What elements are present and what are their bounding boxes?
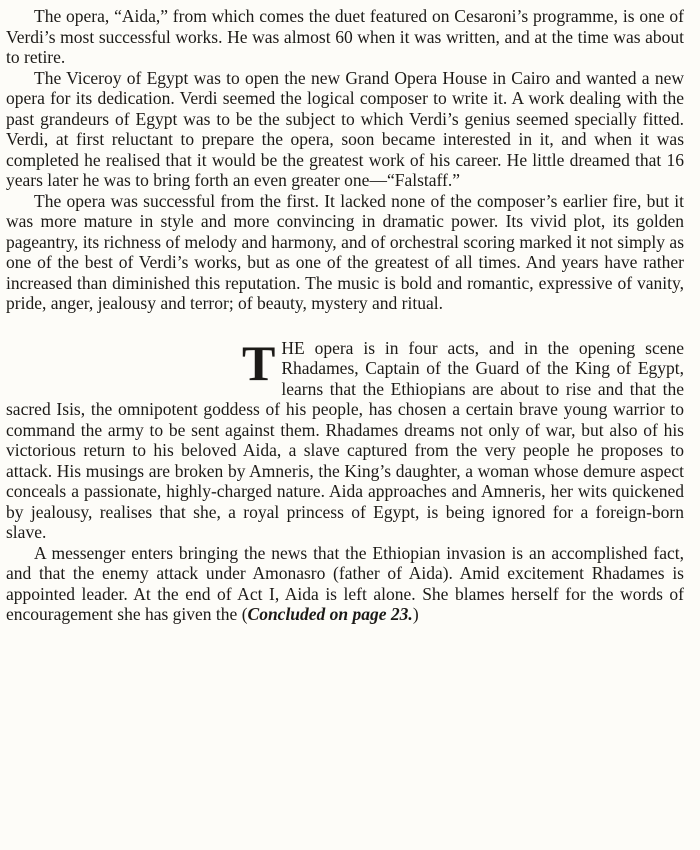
paragraph-viceroy: The Viceroy of Egypt was to open the new Grand Opera House in Cairo and wanted a new opera for its dedication. Verdi seemed the logical composer to write it. A work dealing with the past grandeurs of Egypt was to be the subject to which Verdi’s genius seemed specially fitted. Verdi, at first reluctant to prepare the opera, soon became interested in it, and when it was completed he realised that it would be the greatest work of his career. He little dreamed that 16 years later he was to bring forth an even greater one—“Falstaff.” (6, 67, 684, 190)
continuation-text: Concluded on page 23. (247, 604, 413, 624)
paragraph-intro: The opera, “Aida,” from which comes the duet featured on Cesaroni’s programme, is one of Verdi’s most successful works. He was almost 60 when it was written, and at the time was about to retire. (6, 6, 684, 67)
paragraph-messenger (6, 543, 684, 625)
paragraph-synopsis (6, 334, 684, 543)
paragraph-success: The opera was successful from the first. It lacked none of the composer’s earlier fire, but it was more mature in style and more convincing in dramatic power. Its vivid plot, its golden pageantry, its richness of melody and harmony, and of orchestral scoring marked it not simply as one of the best of Verdi’s works, but as one of the greatest of all times. And years have rather increased than diminished this reputation. The music is bold and romantic, expressive of vanity, pride, anger, jealousy and terror; of beauty, mystery and ritual. (6, 190, 684, 313)
paragraph-messenger-text: A messenger enters bringing the news that the Ethiopian invasion is an accomplished fact, and that the enemy attack under Amonasro (father of Aida). Amid excitement Rhadames is appointed leader. At the end of Act I, Aida is left alone. She blames herself for the words of encouragement she has given the (6, 542, 684, 624)
drop-cap: T (242, 334, 276, 391)
section-gap (6, 314, 684, 338)
continuation-note: (Concluded on page 23.) (241, 604, 419, 624)
paragraph-synopsis-text: HE opera is in four acts, and in the opening scene Rhadames, Captain of the Guard of the King of Egypt, learns that the Ethiopians are about to rise and that the sacred Isis, the omnipotent goddess of his people, has chosen a certain brave young warrior to command the army to be sent against them. Rhadames dreams not only of war, but also of his victorious return to his beloved Aida, a slave captured from the very people he proposes to attack. His musings are broken by Amneris, the King’s daughter, a woman whose demure aspect conceals a passionate, highly-charged nature. Aida approaches and Amneris, her wits quickened by jealousy, realises that she, a royal princess of Egypt, is being ignored for a foreign-born slave. (6, 337, 684, 542)
